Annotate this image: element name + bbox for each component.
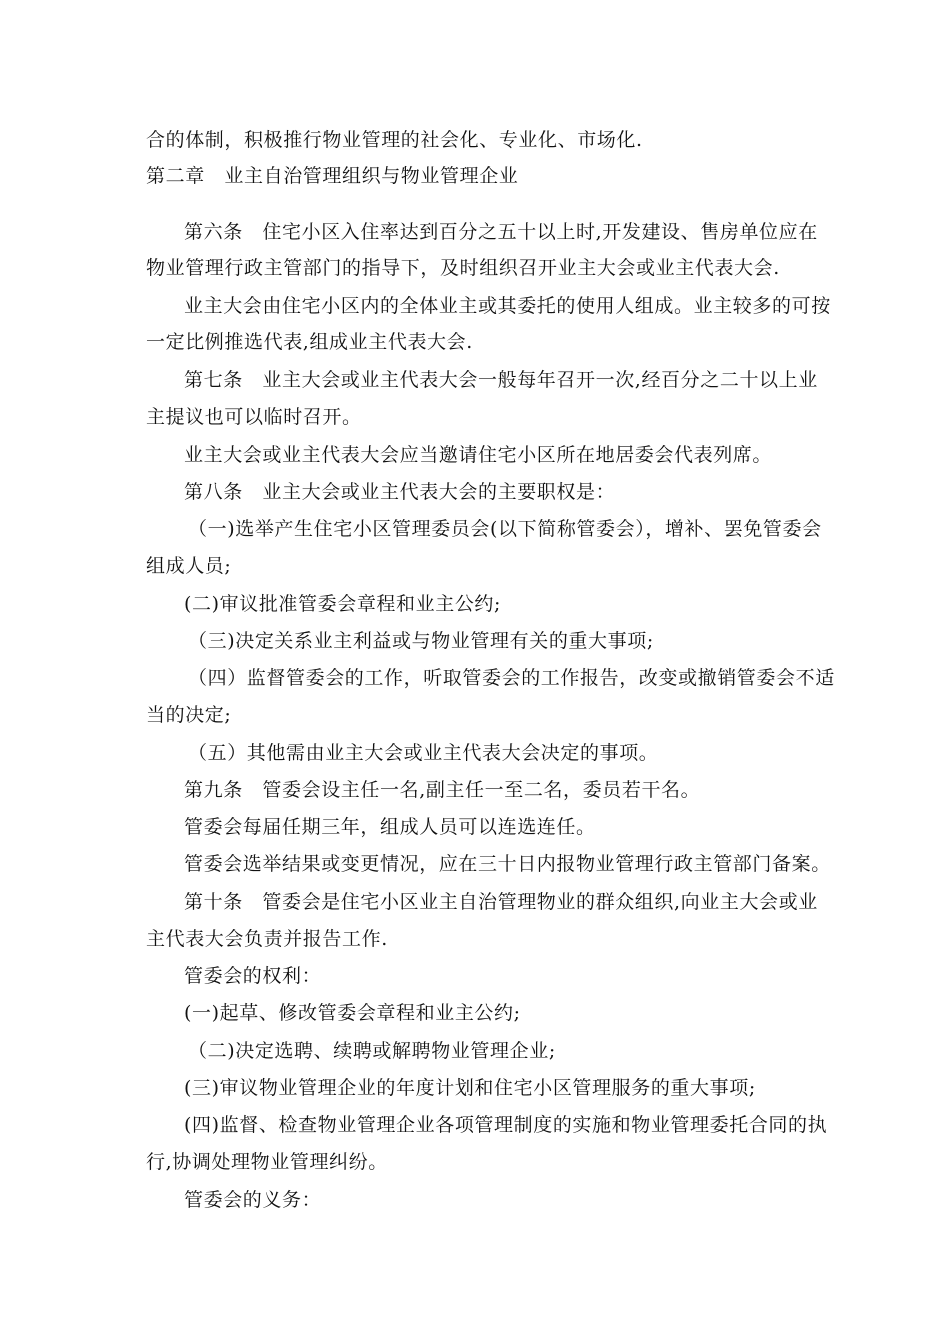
article-7-line: 第七条 业主大会或业主代表大会一般每年召开一次,经百分之二十以上业 (184, 369, 818, 391)
text-line: 主代表大会负责并报告工作. (146, 928, 388, 950)
text-line: 当的决定; (146, 704, 232, 726)
list-item: （五）其他需由业主大会或业主代表大会决定的事项。 (188, 742, 659, 764)
list-item: (三)审议物业管理企业的年度计划和住宅小区管理服务的重大事项; (184, 1077, 756, 1099)
chapter-heading: 第二章 业主自治管理组织与物业管理企业 (146, 165, 519, 187)
list-item: (四)监督、检查物业管理企业各项管理制度的实施和物业管理委托合同的执 (184, 1114, 828, 1136)
text-line: 行,协调处理物业管理纠纷。 (146, 1151, 388, 1173)
list-item: （三)决定关系业主利益或与物业管理有关的重大事项; (188, 630, 654, 652)
text-line: 物业管理行政主管部门的指导下，及时组织召开业主大会或业主代表大会. (146, 257, 780, 279)
text-line: 主提议也可以临时召开。 (146, 406, 362, 428)
list-item: (二)审议批准管委会章程和业主公约; (184, 593, 502, 615)
article-6-line: 第六条 住宅小区入住率达到百分之五十以上时,开发建设、售房单位应在 (184, 221, 818, 243)
list-item: （四）监督管委会的工作，听取管委会的工作报告，改变或撤销管委会不适 (188, 667, 835, 689)
list-item: （一)选举产生住宅小区管理委员会(以下简称管委会），增补、罢免管委会 (188, 518, 822, 540)
article-9-line: 第九条 管委会设主任一名,副主任一至二名，委员若干名。 (184, 779, 701, 801)
text-line: 一定比例推选代表,组成业主代表大会. (146, 331, 473, 353)
text-line: 管委会的权利： (184, 965, 322, 987)
text-line: 管委会每届任期三年，组成人员可以连选连任。 (184, 816, 596, 838)
text-line: 业主大会由住宅小区内的全体业主或其委托的使用人组成。业主较多的可按 (184, 295, 831, 317)
list-item: (一)起草、修改管委会章程和业主公约; (184, 1002, 521, 1024)
article-8-line: 第八条 业主大会或业主代表大会的主要职权是： (184, 481, 616, 503)
text-line: 业主大会或业主代表大会应当邀请住宅小区所在地居委会代表列席。 (184, 444, 773, 466)
text-line: 管委会的义务： (184, 1189, 322, 1211)
article-10-line: 第十条 管委会是住宅小区业主自治管理物业的群众组织,向业主大会或业 (184, 891, 818, 913)
text-line: 合的体制，积极推行物业管理的社会化、专业化、市场化. (146, 129, 643, 151)
text-line: 组成人员; (146, 555, 232, 577)
list-item: （二)决定选聘、续聘或解聘物业管理企业; (188, 1040, 556, 1062)
text-line: 管委会选举结果或变更情况，应在三十日内报物业管理行政主管部门备案。 (184, 853, 831, 875)
